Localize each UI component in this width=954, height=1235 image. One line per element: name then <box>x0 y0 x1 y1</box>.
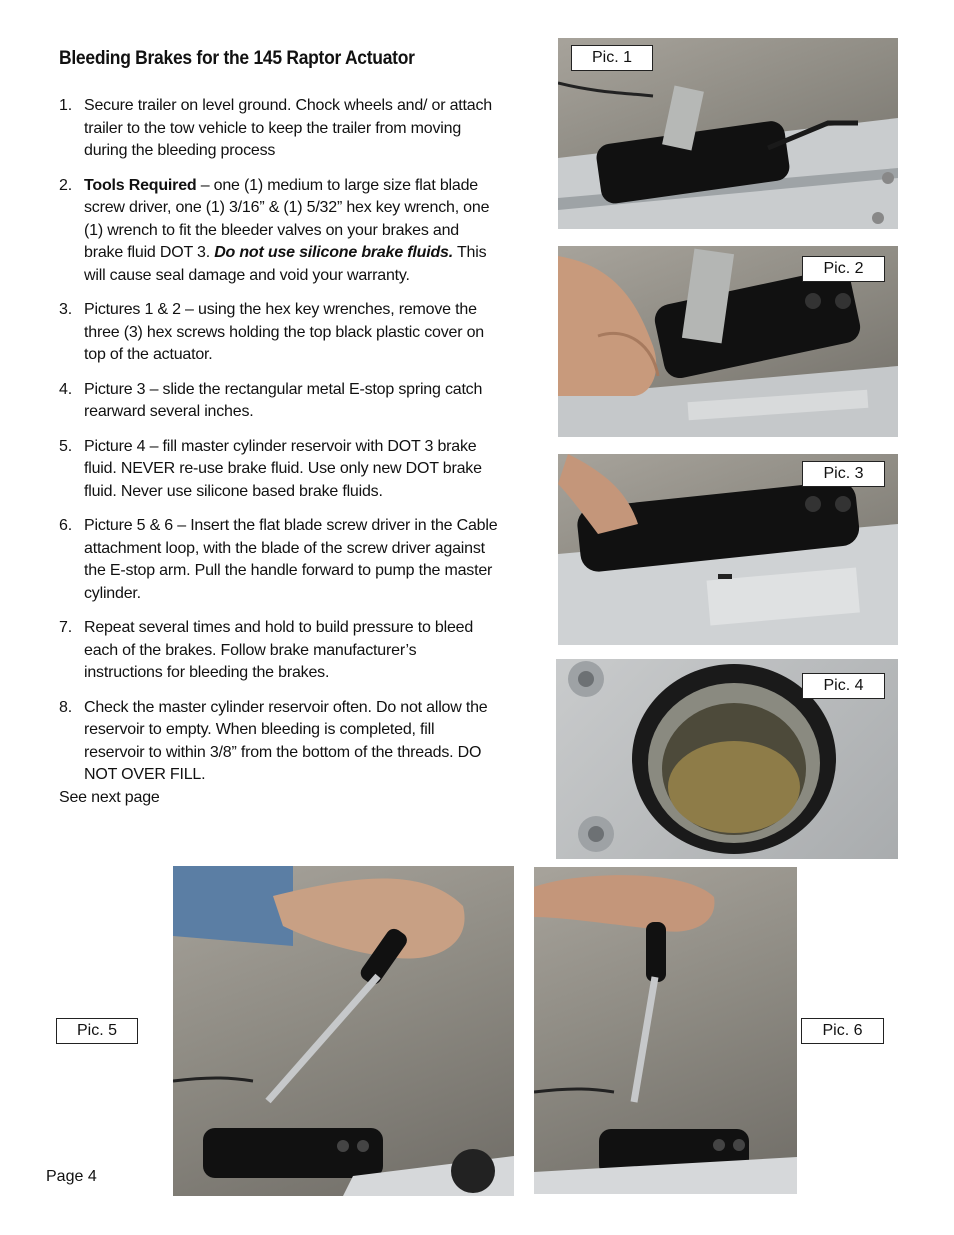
pic-1-label: Pic. 1 <box>571 45 653 71</box>
step-number: 6. <box>59 517 72 534</box>
pic-3-label: Pic. 3 <box>802 461 885 487</box>
photo-6 <box>534 867 797 1194</box>
pic-4-label: Pic. 4 <box>802 673 885 699</box>
step-text-part: – one (1) medium to large size flat blade screw driver, one (1) 3/16” & (1) 5/32” hex key wrench, one (1) wrench to fit the bleeder valves on your brakes and brake fluid DOT 3. <box>84 176 490 261</box>
pic-5-label: Pic. 5 <box>56 1018 138 1044</box>
step-warning: Do not use silicone brake fluids. <box>214 244 453 261</box>
step-number: 8. <box>59 698 72 716</box>
step-text <box>84 175 499 288</box>
list-item <box>59 617 499 685</box>
photo-6-illustration <box>534 867 797 1194</box>
list-item <box>59 379 499 424</box>
instruction-list <box>59 95 499 809</box>
pic-6-label: Pic. 6 <box>801 1018 884 1044</box>
list-item <box>59 697 499 787</box>
list-item <box>59 95 499 163</box>
pic-2-label: Pic. 2 <box>802 256 885 282</box>
list-item <box>59 515 499 605</box>
page-number: Page 4 <box>46 1168 97 1185</box>
list-item <box>59 299 499 367</box>
step-number: 1. <box>59 97 72 114</box>
page-title: Bleeding Brakes for the 145 Raptor Actuator <box>59 48 415 69</box>
step-number: 2. <box>59 176 72 194</box>
step-number: 4. <box>59 380 72 398</box>
step-text: Picture 3 – slide the rectangular metal E-stop spring catch rearward several inches. <box>84 380 483 420</box>
step-number: 5. <box>59 437 72 455</box>
photo-5-illustration <box>173 866 514 1196</box>
see-next-page-note: See next page <box>59 788 160 806</box>
step-number: 7. <box>59 619 72 636</box>
photo-5 <box>173 866 514 1196</box>
step-number: 3. <box>59 301 72 318</box>
list-item <box>59 175 499 288</box>
step-text: Check the master cylinder reservoir often. Do not allow the reservoir to empty. When bleeding is completed, fill reservoir to within 3/8” from the bottom of the threads. DO NOT OVER FILL. <box>84 698 488 783</box>
step-text: Picture 5 & 6 – Insert the flat blade screw driver in the Cable attachment loop, with the blade of the screw driver against the E-stop arm. Pull the handle forward to pump the master cylinder. <box>84 517 498 602</box>
list-item <box>59 436 499 504</box>
step-bold-lead: Tools Required <box>84 176 197 194</box>
step-text: Picture 4 – fill master cylinder reservoir with DOT 3 brake fluid. NEVER re-use brake fluid. Use only new DOT brake fluid. Never use silicone based brake fluids. <box>84 437 482 500</box>
step-text: Pictures 1 & 2 – using the hex key wrenches, remove the three (3) hex screws holding the top black plastic cover on top of the actuator. <box>84 301 484 363</box>
step-text: Secure trailer on level ground. Chock wheels and/ or attach trailer to the tow vehicle to keep the trailer from moving during the bleeding process <box>84 97 492 159</box>
step-text-part: This will cause seal damage and void your warranty. <box>84 244 487 284</box>
step-text: Repeat several times and hold to build pressure to bleed each of the brakes. Follow brake manufacturer’s instructions for bleeding the brakes. <box>84 619 474 681</box>
